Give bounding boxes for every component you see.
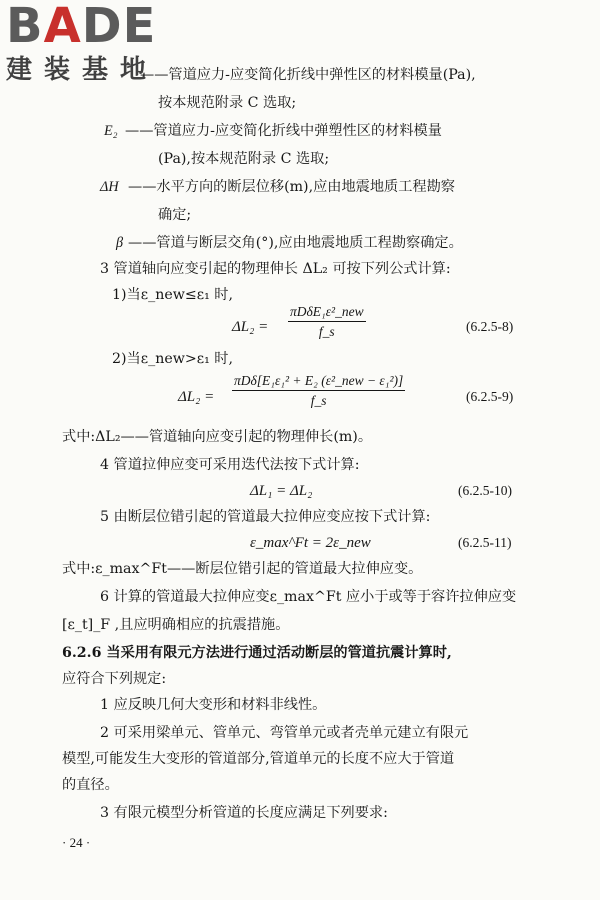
case-1-condition: 1)当ε_new≤ε₁ 时, [112,287,234,303]
delta-h-definition-line1: ——水平方向的断层位移(m),应由地震地质工程勘察 [128,179,455,195]
e1-definition-line1: ——管道应力-应变简化折线中弹性区的材料模量(Pa), [140,67,476,83]
rule-2-line1: 2 可采用梁单元、管单元、弯管单元或者壳单元建立有限元 [100,725,469,741]
item-6-line1: 6 计算的管道最大拉伸应变ε_max^Ft 应小于或等于容许拉伸应变 [100,589,517,605]
eq8-numerator: πDδE₁ε²_new [290,304,364,319]
section-6-2-6-line2: 应符合下列规定: [62,671,167,687]
e1-definition-line2: 按本规范附录 C 选取; [158,95,297,111]
rule-2-line3: 的直径。 [62,777,119,793]
item-5: 5 由断层位错引起的管道最大拉伸应变应按下式计算: [100,509,431,525]
bade-logo-chinese: 建装基地 [6,55,159,85]
eq8-denominator: f_s [318,323,335,339]
eq9-numerator: πDδ[E₁ε₁² + E₂ (ε²_new − ε₁²)] [234,373,404,388]
e2-symbol: E₂ [104,123,118,139]
eq10-number: (6.2.5-10) [458,483,512,498]
eq11-number: (6.2.5-11) [458,535,512,550]
case-2-condition: 2)当ε_new>ε₁ 时, [112,351,234,367]
item-4: 4 管道拉伸应变可采用迭代法按下式计算: [100,457,360,473]
rule-2-line2: 模型,可能发生大变形的管道部分,管道单元的长度不应大于管道 [62,751,455,767]
rule-3: 3 有限元模型分析管道的长度应满足下列要求: [100,805,388,821]
delta-h-symbol: ΔH [100,179,119,195]
delta-h-definition-line2: 确定; [158,207,192,223]
rule-1: 1 应反映几何大变形和材料非线性。 [100,697,327,713]
eq9-fraction [232,374,405,407]
eq8-fraction [288,305,366,338]
page-number: · 24 · [62,835,91,850]
eq8-lhs: ΔL₂ = [232,319,269,335]
where-emax: 式中:ε_max^Ft——断层位错引起的管道最大拉伸应变。 [62,561,423,577]
eq9-denominator: f_s [310,392,327,408]
e2-definition-line2: (Pa),按本规范附录 C 选取; [158,151,330,167]
section-6-2-6-line1: 6.2.6 当采用有限元方法进行通过活动断层的管道抗震计算时, [62,645,452,661]
eq10: ΔL₁ = ΔL₂ [250,483,313,499]
eq8-number: (6.2.5-8) [466,319,514,334]
beta-definition: ——管道与断层交角(°),应由地震地质工程勘察确定。 [128,235,463,251]
item-6-line2: [ε_t]_F ,且应明确相应的抗震措施。 [62,617,290,633]
bade-logo: BADE [6,0,157,54]
e2-definition-line1: ——管道应力-应变简化折线中弹塑性区的材料模量 [125,123,442,139]
eq11: ε_max^Ft = 2ε_new [250,535,371,551]
eq9-lhs: ΔL₂ = [178,389,215,405]
where-delta-l2: 式中:ΔL₂——管道轴向应变引起的物理伸长(m)。 [62,429,373,445]
eq9-number: (6.2.5-9) [466,389,514,404]
beta-symbol: β [116,235,124,251]
item-3: 3 管道轴向应变引起的物理伸长 ΔL₂ 可按下列公式计算: [100,261,451,277]
